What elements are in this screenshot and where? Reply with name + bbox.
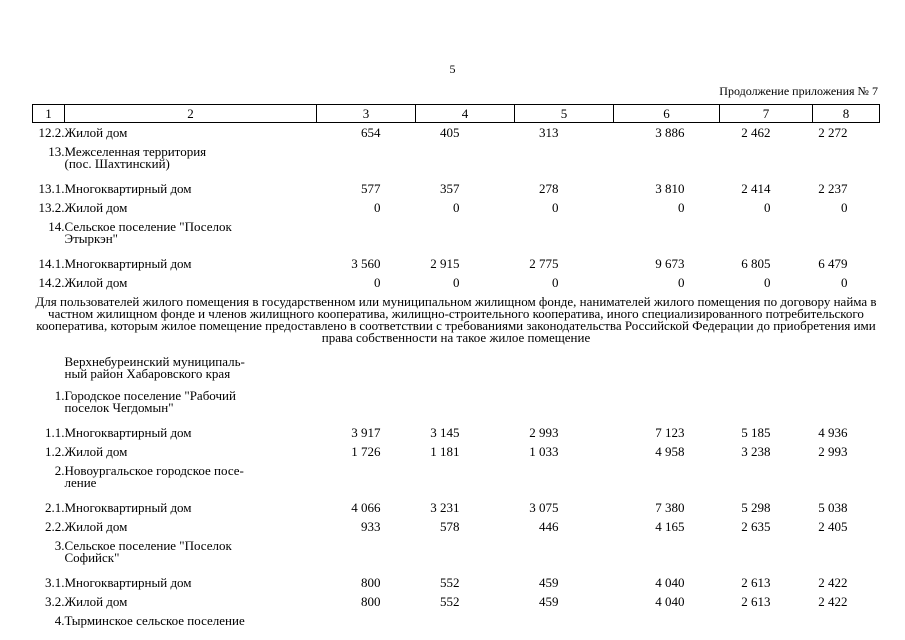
value-cell: 0: [374, 275, 381, 290]
table-row: [33, 592, 880, 611]
value-cell: 4 165: [655, 519, 685, 534]
value-cell: 278: [539, 181, 559, 196]
row-number: 14.: [48, 219, 65, 234]
value-cell: 2 993: [818, 444, 848, 459]
table-body: [33, 105, 880, 631]
table-row: [33, 198, 880, 217]
row-name: [65, 142, 317, 179]
table-row: [33, 498, 880, 517]
value-cell: 578: [440, 519, 460, 534]
value-cell: 3 917: [351, 425, 381, 440]
value-cell: 0: [374, 200, 381, 215]
value-cell: 7 380: [655, 500, 685, 515]
column-header: 3: [317, 105, 416, 123]
value-cell: [317, 386, 416, 423]
value-cell: 2 414: [741, 181, 771, 196]
row-name-line: Софийск": [64, 550, 120, 565]
row-name-line: Многоквартирный дом: [64, 256, 192, 271]
row-name: [65, 254, 317, 273]
row-name-line: Многоквартирный дом: [64, 181, 192, 196]
value-cell: 3 810: [655, 181, 685, 196]
row-name-line: Новоургальское городское посе-: [64, 463, 244, 478]
row-name: [65, 592, 317, 611]
row-number: 13.2.: [38, 200, 65, 215]
value-cell: 552: [440, 594, 460, 609]
row-name: [65, 517, 317, 536]
row-name-line: Сельское поселение "Поселок: [64, 538, 232, 553]
row-number: 3.: [54, 538, 65, 553]
value-cell: [416, 611, 515, 630]
value-cell: [515, 536, 614, 573]
value-cell: 2 613: [741, 594, 771, 609]
note-text: Для пользователей жилого помещения в государственном или муниципальном жилищном фонде, нанимателей жилого помещения по договору найма в частном жилищном фонде и членов жилищного кооператива, жилищно-строительного кооператива, иного специализированного потребительского кооператива, которым жилое помещение предоставлено в соответствии с требованиями законодательства Российской Федерации до приобретения ими права собственности на такое жилое помещение: [35, 294, 877, 345]
district-row: [33, 350, 880, 386]
row-number: 2.2.: [45, 519, 65, 534]
column-header: 2: [65, 105, 317, 123]
value-cell: 1 033: [529, 444, 559, 459]
row-name-line: ление: [64, 475, 97, 490]
value-cell: 654: [361, 125, 381, 140]
row-name-line: Сельское поселение "Поселок: [64, 219, 232, 234]
table-row: [33, 217, 880, 254]
row-number: 1.2.: [45, 444, 65, 459]
row-number: 12.2.: [38, 125, 65, 140]
row-name-line: Жилой дом: [64, 200, 128, 215]
row-name: [65, 123, 317, 143]
row-name-line: поселок Чегдомын": [64, 400, 174, 415]
table-row: [33, 611, 880, 630]
value-cell: [813, 386, 880, 423]
row-name-line: Многоквартирный дом: [64, 500, 192, 515]
row-name: [65, 536, 317, 573]
value-cell: [515, 461, 614, 498]
row-name: [65, 386, 317, 423]
column-header: 4: [416, 105, 515, 123]
value-cell: 0: [841, 200, 848, 215]
value-cell: 9 673: [655, 256, 685, 271]
value-cell: 800: [361, 575, 381, 590]
value-cell: 0: [552, 200, 559, 215]
column-header: 5: [515, 105, 614, 123]
value-cell: [720, 536, 813, 573]
value-cell: [416, 461, 515, 498]
row-number: 1.: [54, 388, 65, 403]
value-cell: 0: [453, 275, 460, 290]
value-cell: 4 040: [655, 575, 685, 590]
value-cell: 800: [361, 594, 381, 609]
value-cell: [813, 611, 880, 630]
value-cell: [720, 217, 813, 254]
value-cell: 1 726: [351, 444, 381, 459]
row-name: [65, 573, 317, 592]
row-name: [65, 273, 317, 292]
district-name-line: Верхнебуреинский муниципаль-: [64, 354, 245, 369]
value-cell: 446: [539, 519, 559, 534]
table-row: [33, 254, 880, 273]
row-name-line: (пос. Шахтинский): [64, 156, 170, 171]
table-row: [33, 142, 880, 179]
district-name-line: ный район Хабаровского края: [64, 366, 231, 381]
value-cell: [317, 536, 416, 573]
value-cell: [813, 536, 880, 573]
value-cell: 6 805: [741, 256, 771, 271]
value-cell: 577: [361, 181, 381, 196]
table-row: [33, 573, 880, 592]
table-row: [33, 517, 880, 536]
value-cell: 313: [539, 125, 559, 140]
value-cell: [614, 217, 720, 254]
value-cell: 0: [764, 275, 771, 290]
value-cell: 3 145: [430, 425, 460, 440]
row-name: [65, 498, 317, 517]
column-header: 1: [33, 105, 65, 123]
value-cell: 4 958: [655, 444, 685, 459]
value-cell: [416, 386, 515, 423]
row-name: [65, 217, 317, 254]
value-cell: 2 237: [818, 181, 848, 196]
value-cell: 0: [678, 275, 685, 290]
table-row: [33, 536, 880, 573]
column-header: 6: [614, 105, 720, 123]
table-row: [33, 423, 880, 442]
value-cell: [317, 461, 416, 498]
value-cell: 0: [678, 200, 685, 215]
empty-cells: [317, 350, 880, 386]
row-name-line: Этыркэн": [64, 231, 118, 246]
value-cell: 0: [841, 275, 848, 290]
value-cell: 3 075: [529, 500, 559, 515]
row-number: 1.1.: [45, 425, 65, 440]
table-row: [33, 461, 880, 498]
column-header: 7: [720, 105, 813, 123]
value-cell: 2 775: [529, 256, 559, 271]
row-number: 13.1.: [38, 181, 65, 196]
value-cell: [720, 611, 813, 630]
value-cell: 3 560: [351, 256, 381, 271]
value-cell: 3 231: [430, 500, 460, 515]
value-cell: 0: [453, 200, 460, 215]
value-cell: 5 298: [741, 500, 771, 515]
value-cell: 0: [552, 275, 559, 290]
value-cell: [614, 536, 720, 573]
value-cell: [614, 142, 720, 179]
value-cell: [813, 461, 880, 498]
value-cell: 459: [539, 575, 559, 590]
row-name: [65, 461, 317, 498]
value-cell: 5 185: [741, 425, 771, 440]
value-cell: [813, 217, 880, 254]
column-header: 8: [813, 105, 880, 123]
row-name-line: Тырминское сельское поселение: [64, 613, 245, 628]
value-cell: 2 613: [741, 575, 771, 590]
row-name-line: Городское поселение "Рабочий: [64, 388, 236, 403]
row-number: [33, 350, 65, 386]
row-number: 4.: [54, 613, 65, 628]
row-number: 2.1.: [45, 500, 65, 515]
value-cell: 3 238: [741, 444, 771, 459]
value-cell: 5 038: [818, 500, 848, 515]
row-name: [65, 442, 317, 461]
value-cell: 357: [440, 181, 460, 196]
value-cell: 2 422: [818, 594, 848, 609]
value-cell: 2 462: [741, 125, 771, 140]
value-cell: [720, 142, 813, 179]
value-cell: 933: [361, 519, 381, 534]
row-number: 13.: [48, 144, 65, 159]
row-name: [65, 611, 317, 630]
value-cell: [614, 386, 720, 423]
row-name-line: Межселенная территория: [64, 144, 207, 159]
table-row: [33, 386, 880, 423]
appendix-continuation-label: Продолжение приложения № 7: [719, 84, 878, 98]
row-number: 14.1.: [38, 256, 65, 271]
value-cell: 4 040: [655, 594, 685, 609]
page-number: 5: [449, 62, 456, 76]
value-cell: [416, 536, 515, 573]
value-cell: 6 479: [818, 256, 848, 271]
table-row: [33, 179, 880, 198]
value-cell: [317, 611, 416, 630]
value-cell: 4 066: [351, 500, 381, 515]
row-name-line: Жилой дом: [64, 275, 128, 290]
row-name: [65, 423, 317, 442]
value-cell: 7 123: [655, 425, 685, 440]
value-cell: [720, 386, 813, 423]
column-number-header-row: [33, 105, 880, 123]
value-cell: 405: [440, 125, 460, 140]
row-name-line: Многоквартирный дом: [64, 425, 192, 440]
row-name-line: Жилой дом: [64, 519, 128, 534]
value-cell: 1 181: [430, 444, 460, 459]
value-cell: [813, 142, 880, 179]
value-cell: 3 886: [655, 125, 685, 140]
row-name-line: Жилой дом: [64, 444, 128, 459]
value-cell: 552: [440, 575, 460, 590]
row-number: 3.2.: [45, 594, 65, 609]
row-number: 14.2.: [38, 275, 65, 290]
value-cell: [515, 217, 614, 254]
value-cell: 2 993: [529, 425, 559, 440]
value-cell: [614, 611, 720, 630]
value-cell: 0: [764, 200, 771, 215]
row-name: [65, 198, 317, 217]
value-cell: 459: [539, 594, 559, 609]
note-row: [33, 292, 880, 350]
value-cell: 4 936: [818, 425, 848, 440]
row-number: 2.: [54, 463, 65, 478]
row-name: [65, 179, 317, 198]
row-name-line: Жилой дом: [64, 594, 128, 609]
value-cell: [416, 142, 515, 179]
value-cell: 2 422: [818, 575, 848, 590]
value-cell: 2 405: [818, 519, 848, 534]
row-name-line: Жилой дом: [64, 125, 128, 140]
district-name: [65, 350, 317, 386]
row-name-line: Многоквартирный дом: [64, 575, 192, 590]
table-row: [33, 123, 880, 143]
value-cell: 2 272: [818, 125, 848, 140]
value-cell: [317, 142, 416, 179]
value-cell: [317, 217, 416, 254]
value-cell: [720, 461, 813, 498]
tariff-table: [32, 104, 880, 630]
value-cell: 2 635: [741, 519, 771, 534]
value-cell: 2 915: [430, 256, 460, 271]
value-cell: [515, 142, 614, 179]
value-cell: [515, 611, 614, 630]
value-cell: [515, 386, 614, 423]
row-number: 3.1.: [45, 575, 65, 590]
table-row: [33, 273, 880, 292]
table-row: [33, 442, 880, 461]
value-cell: [416, 217, 515, 254]
value-cell: [614, 461, 720, 498]
